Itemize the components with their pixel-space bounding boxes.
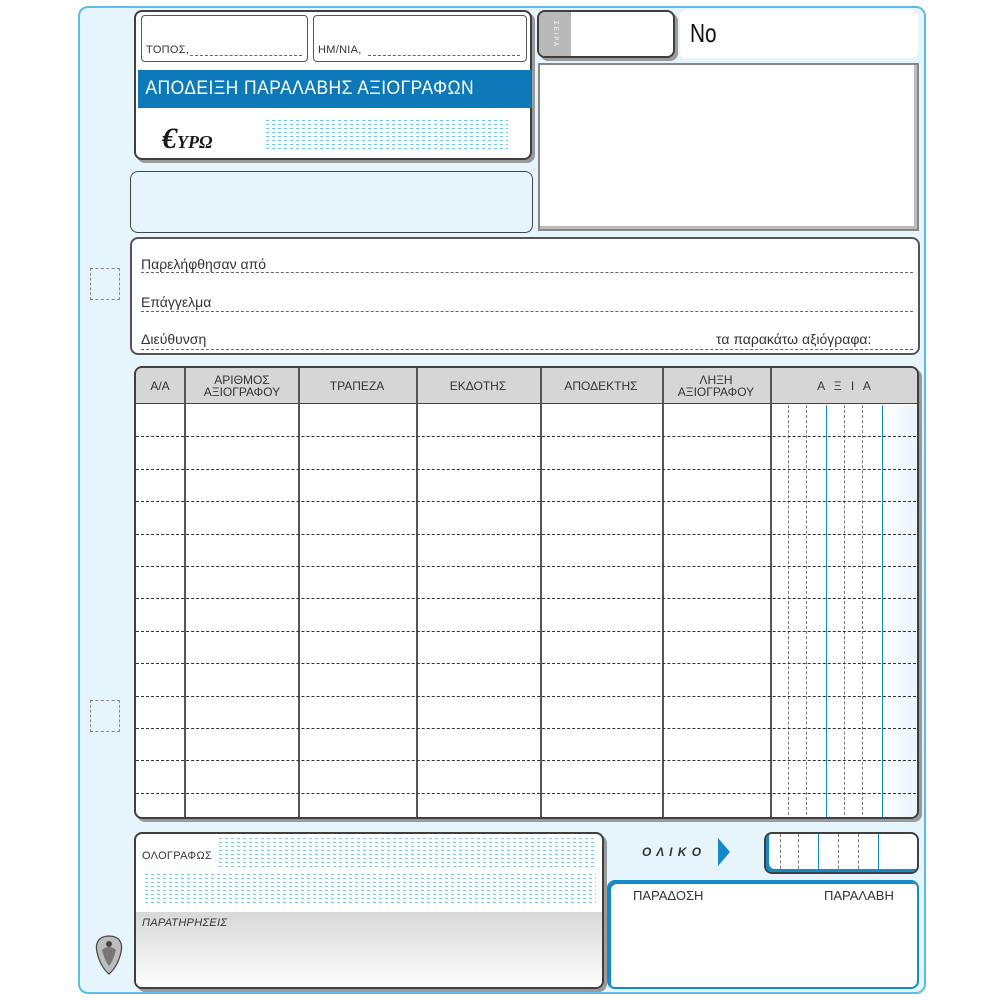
amount-area[interactable]	[263, 120, 508, 152]
col-header-aa: Α/Α	[150, 379, 170, 393]
total-digit-divider	[780, 834, 781, 874]
currency-text: ΥΡΩ	[177, 132, 213, 152]
series-tab	[539, 12, 571, 56]
received-from-label: Παρελήφθησαν από	[141, 256, 267, 272]
table-row[interactable]	[136, 534, 919, 566]
total-amount-box[interactable]	[764, 832, 919, 874]
total-digit-divider	[818, 834, 819, 874]
punch-mark-top	[90, 268, 120, 300]
table-row[interactable]	[136, 696, 919, 728]
table-row[interactable]	[136, 663, 919, 695]
table-row[interactable]	[136, 404, 919, 436]
punch-mark-bottom	[90, 700, 120, 732]
table-row[interactable]	[136, 598, 919, 630]
number-label: No	[690, 18, 717, 48]
following-checks-label: τα παρακάτω αξιόγραφα:	[716, 331, 872, 347]
in-words-area-2[interactable]	[142, 874, 596, 904]
col-header-value: Α Ξ Ι Α	[817, 379, 874, 393]
table-row[interactable]	[136, 501, 919, 533]
remarks-label: ΠΑΡΑΤΗΡΗΣΕΙΣ	[142, 917, 228, 929]
checks-table	[134, 366, 919, 819]
table-row[interactable]	[136, 760, 919, 792]
currency-mark	[162, 122, 213, 155]
series-label: ΣΕΙΡΑ	[552, 20, 558, 48]
place-field[interactable]	[141, 15, 308, 62]
table-row[interactable]	[136, 728, 919, 760]
date-line	[368, 55, 520, 56]
delivery-label: ΠΑΡΑΔΟΣΗ	[633, 888, 704, 903]
total-digit-divider	[858, 834, 859, 874]
table-row[interactable]	[136, 436, 919, 468]
occupation-line[interactable]	[141, 311, 913, 312]
stamp-area[interactable]	[538, 63, 919, 231]
date-field[interactable]	[313, 15, 527, 62]
in-words-area[interactable]	[216, 838, 596, 868]
total-digit-divider	[878, 834, 879, 874]
occupation-label: Επάγγελμα	[141, 294, 212, 310]
col-header-bank: ΤΡΑΠΕΖΑ	[329, 379, 385, 393]
customer-box[interactable]	[130, 171, 533, 233]
document-title: ΑΠΟΔΕΙΞΗ ΠΑΡΑΛΑΒΗΣ ΑΞΙΟΓΡΑΦΩΝ	[138, 70, 532, 108]
table-row[interactable]	[136, 631, 919, 663]
address-label: Διεύθυνση	[141, 331, 207, 347]
place-label: ΤΟΠΟΣ,	[146, 44, 190, 56]
series-box[interactable]	[537, 10, 675, 58]
total-digit-divider	[838, 834, 839, 874]
col-header-number: ΑΡΙΘΜΟΣ ΑΞΙΟΓΡΑΦΟΥ	[203, 373, 281, 399]
typotrust-logo-icon	[92, 930, 126, 980]
received-from-line[interactable]	[141, 272, 913, 273]
triangle-right-icon	[718, 838, 730, 866]
number-box[interactable]	[680, 10, 918, 58]
table-row[interactable]	[136, 793, 919, 819]
receipt-label: ΠΑΡΑΛΑΒΗ	[824, 888, 894, 903]
total-digit-divider	[798, 834, 799, 874]
table-row[interactable]	[136, 566, 919, 598]
place-line	[190, 55, 302, 56]
col-header-payee: ΑΠΟΔΕΚΤΗΣ	[564, 379, 638, 393]
total-label: Ο Λ Ι Κ Ο	[642, 845, 703, 859]
in-words-label: ΟΛΟΓΡΑΦΩΣ	[142, 850, 213, 862]
col-header-expiry: ΛΗΞΗ ΑΞΙΟΓΡΑΦΟΥ	[677, 373, 755, 399]
address-line[interactable]	[141, 349, 913, 350]
table-row[interactable]	[136, 469, 919, 501]
col-header-issuer: ΕΚΔΟΤΗΣ	[449, 379, 507, 393]
date-label: ΗΜ/ΝΙΑ,	[318, 44, 362, 56]
euro-icon: €	[162, 122, 177, 155]
